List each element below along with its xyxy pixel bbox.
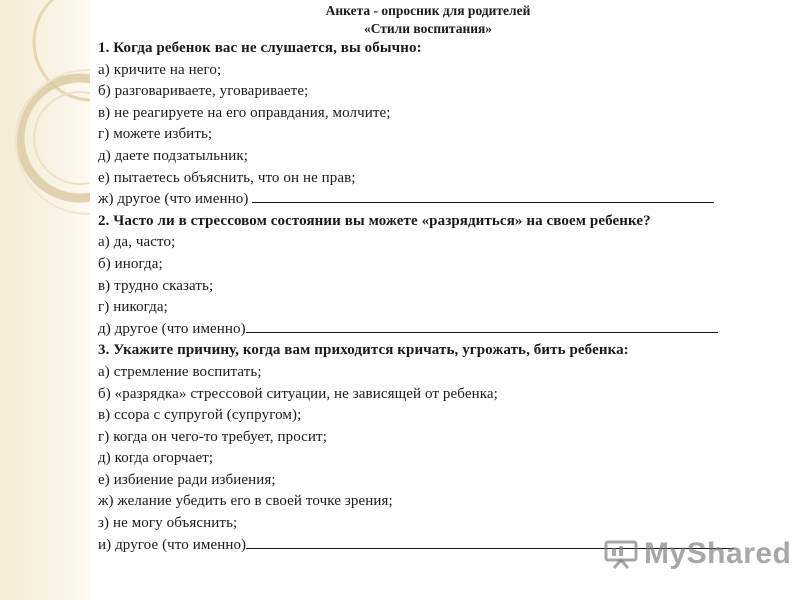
question-3: 3. Укажите причину, когда вам приходится кричать, угрожать, бить ребенка: <box>98 342 629 359</box>
option-1d: г) можете избить; <box>98 126 213 143</box>
page-title <box>98 2 758 38</box>
answer-line-1[interactable] <box>252 189 714 203</box>
option-3a: а) стремление воспитать; <box>98 363 262 380</box>
option-1a: а) кричите на него; <box>98 61 222 78</box>
option-3g: ж) желание убедить его в своей точке зрения; <box>98 493 393 510</box>
decorative-rings-icon <box>0 0 90 600</box>
decorative-sidebar <box>0 0 90 600</box>
question-1: 1. Когда ребенок вас не слушается, вы обычно: <box>98 40 422 56</box>
presentation-board-icon <box>604 539 638 569</box>
option-3h: з) не могу объяснить; <box>98 515 238 532</box>
watermark-text: MyShared <box>644 537 792 570</box>
option-2d: г) никогда; <box>98 299 168 316</box>
title-line-1: Анкета - опросник для родителей <box>325 3 531 18</box>
watermark <box>604 536 791 572</box>
option-2b: б) иногда; <box>98 255 163 272</box>
option-2c: в) трудно сказать; <box>98 277 214 294</box>
option-2e: д) другое (что именно) <box>98 320 246 337</box>
question-2: 2. Часто ли в стрессовом состоянии вы можете «разрядиться» на своем ребенке? <box>98 212 651 229</box>
option-3d: г) когда он чего-то требует, просит; <box>98 428 327 445</box>
option-1g: ж) другое (что именно) <box>98 191 249 208</box>
title-line-2: «Стили воспитания» <box>363 21 493 36</box>
answer-line-2[interactable] <box>246 319 718 333</box>
option-3c: в) ссора с супругой (супругом); <box>98 407 302 424</box>
option-1c: в) не реагируете на его оправдания, молчите; <box>98 104 391 121</box>
option-3b: б) «разрядка» стрессовой ситуации, не зависящей от ребенка; <box>98 385 498 402</box>
option-2e-row <box>98 319 758 341</box>
option-1f: е) пытаетесь объяснить, что он не прав; <box>98 169 356 186</box>
option-3e: д) когда огорчает; <box>98 450 214 467</box>
option-3f: е) избиение ради избиения; <box>98 471 276 488</box>
option-1b: б) разговариваете, уговариваете; <box>98 83 309 100</box>
option-1e: д) даете подзатыльник; <box>98 147 249 164</box>
option-3i: и) другое (что именно) <box>98 536 247 553</box>
questionnaire <box>98 0 758 556</box>
option-2a: а) да, часто; <box>98 234 176 251</box>
option-1g-row <box>98 189 758 211</box>
